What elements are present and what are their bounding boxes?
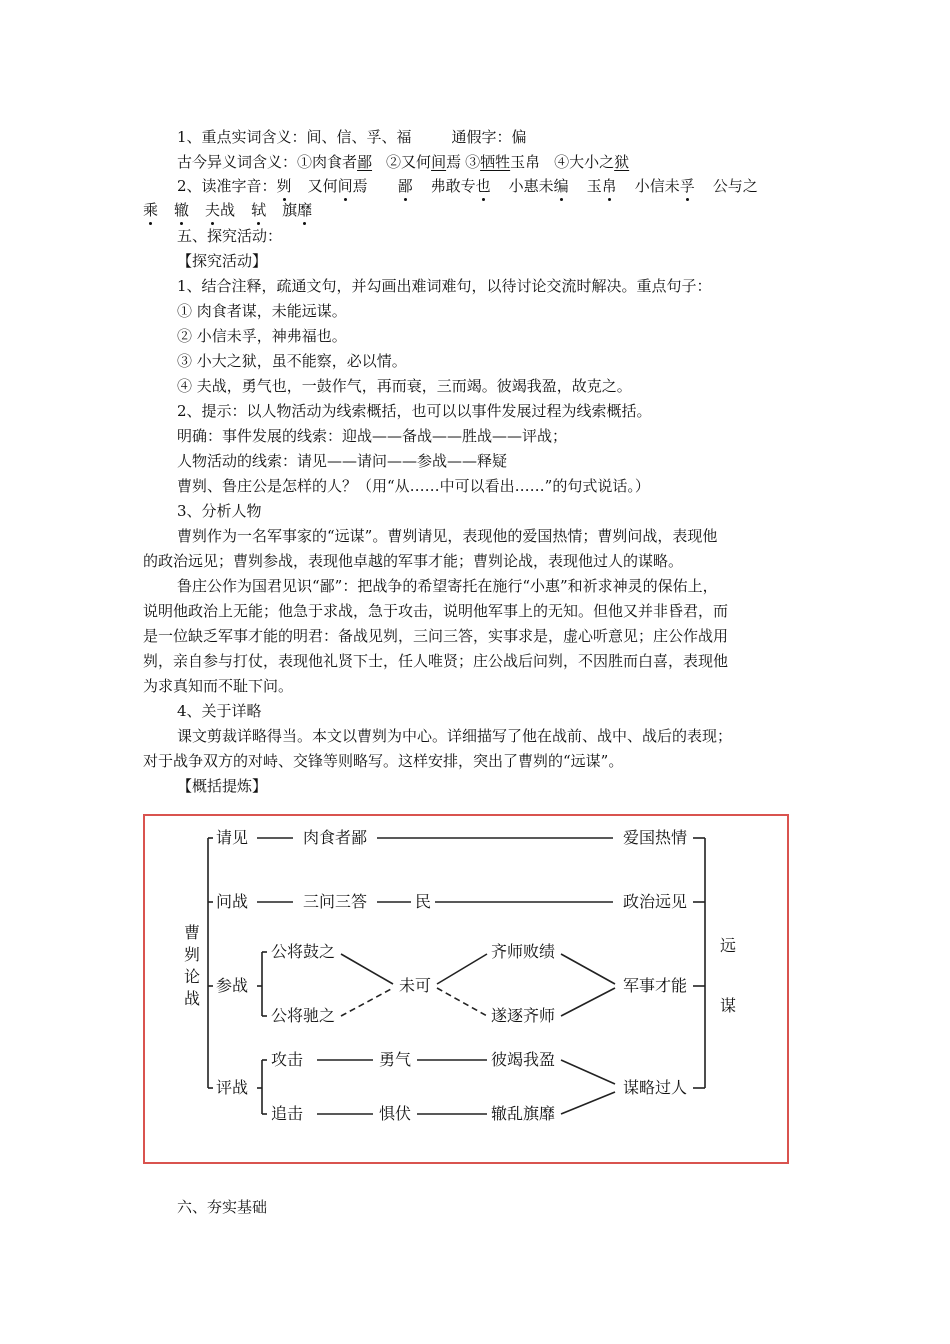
node-min: 民 (415, 892, 432, 911)
pron-sheng: 乘 (143, 201, 159, 219)
pron-fu: 孚 (679, 177, 695, 195)
node-zhengzhi: 政治远见 (623, 892, 688, 911)
gujin-3-tail: 玉帛 (510, 153, 541, 171)
pron-gui: 刿 (276, 177, 292, 195)
para-caogui-2: 的政治远见；曹刿参战，表现他卓越的军事才能；曹刿论战，表现他过人的谋略。 (143, 552, 684, 570)
node-suizhu: 遂逐齐师 (491, 1006, 556, 1025)
gujin-4: ④大小之 (554, 153, 615, 171)
pron-bo: 帛 (601, 177, 617, 195)
pron-youhe: 又何 (307, 177, 338, 195)
key-sentence-3: ③ 小大之狱，虽不能察，必以情。 (177, 352, 407, 370)
key-sentence-2: ② 小信未孚，神弗福也。 (177, 327, 347, 345)
line-key-words (177, 127, 527, 147)
para-luzhuang-4: 刿，亲自参与打仗，表现他礼贤下士，任人唯贤；庄公战后问刿，不因胜而白喜，表现他 (143, 652, 729, 670)
root-label: 曹刿论战 (183, 923, 200, 1008)
node-jufu: 惧伏 (379, 1104, 412, 1123)
pron-fugan: 弗敢专 (430, 177, 476, 195)
key-sentence-4: ④ 夫战，勇气也，一鼓作气，再而衰，三而竭。彼竭我盈，故克之。 (177, 377, 632, 395)
line-suizhu-junshi (561, 988, 615, 1016)
node-zhuiji: 追击 (271, 1104, 304, 1123)
line-weike-qsbj (437, 954, 487, 984)
pron-ye: 也 (475, 177, 491, 195)
node-wenzhan: 问战 (216, 892, 249, 911)
pron-xiaoxin: 小信未 (634, 177, 680, 195)
line-pronunciation-2 (143, 200, 312, 220)
gujin-2: ②又何 (386, 153, 432, 171)
gujin-3-underlined: 牺牲 (480, 153, 511, 171)
summary-diagram (143, 814, 789, 1164)
node-junshi: 军事才能 (623, 976, 688, 995)
node-gjgz: 公将鼓之 (271, 942, 336, 961)
para-explore-1: 1、结合注释，疏通文句，并勾画出难词难句，以待讨论交流时解决。重点句子： (177, 277, 712, 295)
line-bjwy-moulue (561, 1060, 615, 1084)
para-luzhuang-2: 说明他政治上无能；他急于求战，急于攻击，说明他军事上的无知。但他又并非昏君，而 (143, 602, 729, 620)
key-words-text: 1、重点实词含义：间、信、孚、福 (177, 128, 412, 146)
section-six-heading: 六、夯实基础 (177, 1198, 268, 1216)
analyze-heading: 3、分析人物 (177, 502, 262, 520)
para-luzhuang-1: 鲁庄公作为国君见识“鄙”：把战争的希望寄托在施行“小惠”和祈求神灵的保佑上， (177, 577, 718, 595)
pron-mi: 靡 (297, 201, 313, 219)
node-zlqm: 辙乱旗靡 (491, 1104, 556, 1123)
para-detail-1: 课文剪裁详略得当。本文以曹刿为中心。详细描写了他在战前、战中、战后的表现； (177, 727, 733, 745)
pron-yan: 焉 (352, 177, 368, 195)
pron-bi: 鄙 (397, 177, 413, 195)
section-five-heading: 五、探究活动： (177, 227, 283, 245)
explore-heading: 【探究活动】 (177, 252, 268, 270)
detail-heading: 4、关于详略 (177, 702, 262, 720)
line-pronunciation (177, 176, 758, 196)
key-sentence-1: ① 肉食者谋，未能远谋。 (177, 302, 347, 320)
node-qsbj: 齐师败绩 (491, 942, 556, 961)
pron-zhe: 辙 (174, 201, 190, 219)
node-yongqi: 勇气 (379, 1050, 412, 1069)
para-person-clue: 人物活动的线索：请见——请问——参战——释疑 (177, 452, 508, 470)
para-question: 曹刿、鲁庄公是怎样的人？（用“从……中可以看出……”的句式说话。） (177, 477, 650, 495)
pron-qi: 旗 (282, 201, 298, 219)
para-luzhuang-3: 是一位缺乏军事才能的明君：备战见刿，三问三答，实事求是，虚心听意见；庄公作战用 (143, 627, 729, 645)
pron-jian: 间 (337, 177, 353, 195)
pron-bian: 编 (553, 177, 569, 195)
gujin-2-underlined: 间 (431, 153, 447, 171)
pron-gongyuzhi: 公与之 (712, 177, 758, 195)
gujin-1: ①肉食者 (297, 153, 358, 171)
node-qingjian: 请见 (216, 828, 249, 847)
node-canzhan: 参战 (216, 976, 249, 995)
node-gongji: 攻击 (271, 1050, 304, 1069)
para-hint: 2、提示：以人物活动为线索概括，也可以以事件发展过程为线索概括。 (177, 402, 652, 420)
gujin-4-underlined: 狱 (614, 153, 630, 171)
pron-yu: 玉 (586, 177, 602, 195)
pron-zhan: 战 (220, 201, 236, 219)
pron-fu2: 夫 (205, 201, 221, 219)
line-zlqm-moulue (561, 1092, 615, 1114)
line-gjgz-weike (341, 954, 393, 984)
node-gjcz: 公将驰之 (271, 1006, 336, 1025)
line-gjcz-weike (341, 988, 393, 1016)
node-swsd: 三问三答 (303, 892, 368, 911)
para-luzhuang-5: 为求真知而不耻下问。 (143, 677, 294, 695)
pron-shi: 轼 (251, 201, 267, 219)
pron-prefix: 2、读准字音： (177, 177, 277, 195)
pron-xiaohui: 小惠未 (508, 177, 554, 195)
node-weike: 未可 (399, 976, 432, 995)
node-bjwy: 彼竭我盈 (491, 1050, 556, 1069)
line-gujin (177, 152, 629, 172)
summary-heading: 【概括提炼】 (177, 777, 268, 795)
line-weike-suizhu (437, 988, 487, 1016)
yuanmou-label: 远谋 (719, 936, 736, 1015)
gujin-2-tail: 焉 (446, 153, 462, 171)
node-moulue: 谋略过人 (623, 1078, 688, 1097)
para-detail-2: 对于战争双方的对峙、交锋等则略写。这样安排，突出了曹刿的“远谋”。 (143, 752, 624, 770)
para-event-clue: 明确：事件发展的线索：迎战——备战——胜战——评战； (177, 427, 568, 445)
node-rsz: 肉食者鄙 (303, 828, 368, 847)
line-qsbj-junshi (561, 954, 615, 984)
tongjia-text: 通假字：偏 (451, 128, 527, 146)
gujin-1-underlined: 鄙 (357, 153, 373, 171)
node-aiguo: 爱国热情 (623, 828, 688, 847)
gujin-prefix: 古今异义词含义： (177, 153, 298, 171)
para-caogui-1: 曹刿作为一名军事家的“远谋”。曹刿请见，表现他的爱国热情；曹刿问战，表现他 (177, 527, 718, 545)
gujin-3: ③ (465, 153, 481, 171)
node-pingzhan: 评战 (216, 1078, 249, 1097)
